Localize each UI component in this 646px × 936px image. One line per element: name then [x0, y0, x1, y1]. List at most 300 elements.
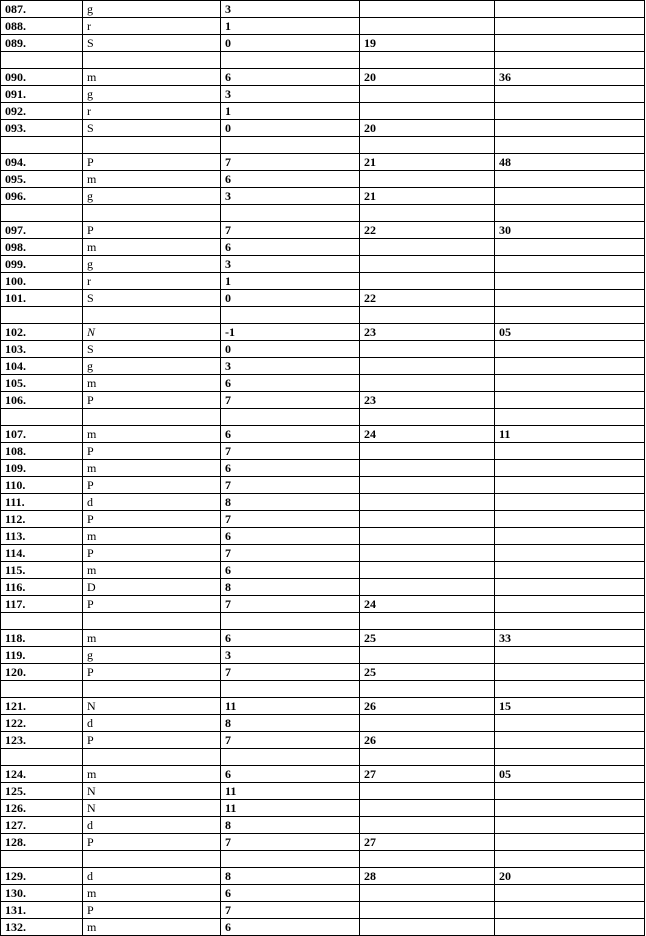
row-number-cell: 118.: [1, 630, 83, 647]
row-number-cell: 114.: [1, 545, 83, 562]
value-cell: 8: [221, 715, 360, 732]
value-cell: 11: [221, 698, 360, 715]
total-cell: [495, 273, 645, 290]
row-number-cell: 087.: [1, 1, 83, 18]
group-cell: [360, 1, 495, 18]
group-cell: [360, 817, 495, 834]
note-letter-cell: [83, 681, 221, 698]
table-row: [1, 69, 645, 86]
table-row: [1, 18, 645, 35]
row-number-cell: [1, 749, 83, 766]
note-letter-cell: [83, 409, 221, 426]
note-letter-cell: g: [83, 1, 221, 18]
total-cell: [495, 851, 645, 868]
total-cell: [495, 477, 645, 494]
value-cell: 6: [221, 426, 360, 443]
group-cell: [360, 715, 495, 732]
note-letter-cell: P: [83, 834, 221, 851]
total-cell: [495, 817, 645, 834]
table-row: [1, 783, 645, 800]
note-letter-cell: m: [83, 171, 221, 188]
table-row: [1, 630, 645, 647]
table-row: [1, 358, 645, 375]
note-letter-cell: S: [83, 35, 221, 52]
spacer-row: [1, 681, 645, 698]
note-letter-cell: m: [83, 630, 221, 647]
table-row: [1, 239, 645, 256]
group-cell: [360, 681, 495, 698]
total-cell: [495, 137, 645, 154]
value-cell: [221, 409, 360, 426]
value-cell: 1: [221, 103, 360, 120]
value-cell: 3: [221, 647, 360, 664]
value-cell: 0: [221, 290, 360, 307]
group-cell: [360, 443, 495, 460]
table-row: [1, 273, 645, 290]
row-number-cell: 089.: [1, 35, 83, 52]
value-cell: 6: [221, 562, 360, 579]
total-cell: 30: [495, 222, 645, 239]
note-letter-cell: m: [83, 426, 221, 443]
note-letter-cell: m: [83, 528, 221, 545]
total-cell: 11: [495, 426, 645, 443]
row-number-cell: 094.: [1, 154, 83, 171]
note-letter-cell: [83, 613, 221, 630]
note-letter-cell: [83, 52, 221, 69]
total-cell: [495, 256, 645, 273]
row-number-cell: [1, 409, 83, 426]
group-cell: 22: [360, 290, 495, 307]
value-cell: 0: [221, 341, 360, 358]
value-cell: [221, 613, 360, 630]
table-row: [1, 562, 645, 579]
group-cell: [360, 409, 495, 426]
note-letter-cell: m: [83, 69, 221, 86]
value-cell: 6: [221, 171, 360, 188]
value-cell: 7: [221, 545, 360, 562]
note-letter-cell: [83, 307, 221, 324]
row-number-cell: 101.: [1, 290, 83, 307]
total-cell: [495, 171, 645, 188]
table-row: [1, 86, 645, 103]
spacer-row: [1, 409, 645, 426]
note-letter-cell: P: [83, 511, 221, 528]
row-number-cell: 121.: [1, 698, 83, 715]
row-number-cell: 109.: [1, 460, 83, 477]
spacer-row: [1, 205, 645, 222]
total-cell: [495, 52, 645, 69]
table-row: [1, 817, 645, 834]
total-cell: [495, 239, 645, 256]
row-number-cell: 093.: [1, 120, 83, 137]
row-number-cell: 129.: [1, 868, 83, 885]
table-row: [1, 477, 645, 494]
value-cell: 8: [221, 817, 360, 834]
value-cell: 6: [221, 885, 360, 902]
note-letter-cell: P: [83, 902, 221, 919]
table-row: [1, 528, 645, 545]
note-letter-cell: S: [83, 120, 221, 137]
value-cell: 8: [221, 494, 360, 511]
value-cell: [221, 681, 360, 698]
row-number-cell: 108.: [1, 443, 83, 460]
value-cell: 0: [221, 35, 360, 52]
group-cell: [360, 562, 495, 579]
total-cell: [495, 205, 645, 222]
note-letter-cell: m: [83, 460, 221, 477]
row-number-cell: 090.: [1, 69, 83, 86]
total-cell: [495, 188, 645, 205]
group-cell: [360, 171, 495, 188]
note-letter-cell: P: [83, 732, 221, 749]
table-row: [1, 494, 645, 511]
table-row: [1, 256, 645, 273]
group-cell: [360, 256, 495, 273]
table-row: [1, 188, 645, 205]
table-row: [1, 834, 645, 851]
value-cell: 6: [221, 528, 360, 545]
value-cell: 7: [221, 222, 360, 239]
total-cell: [495, 545, 645, 562]
row-number-cell: 096.: [1, 188, 83, 205]
total-cell: 20: [495, 868, 645, 885]
value-cell: 7: [221, 834, 360, 851]
group-cell: 25: [360, 664, 495, 681]
group-cell: [360, 902, 495, 919]
group-cell: [360, 647, 495, 664]
total-cell: [495, 290, 645, 307]
note-letter-cell: P: [83, 443, 221, 460]
row-number-cell: 099.: [1, 256, 83, 273]
table-row: [1, 290, 645, 307]
table-row: [1, 715, 645, 732]
group-cell: [360, 749, 495, 766]
value-cell: [221, 851, 360, 868]
group-cell: [360, 358, 495, 375]
total-cell: [495, 392, 645, 409]
row-number-cell: 132.: [1, 919, 83, 936]
group-cell: 23: [360, 392, 495, 409]
group-cell: [360, 545, 495, 562]
row-number-cell: 111.: [1, 494, 83, 511]
row-number-cell: 113.: [1, 528, 83, 545]
row-number-cell: 123.: [1, 732, 83, 749]
row-number-cell: [1, 307, 83, 324]
total-cell: [495, 35, 645, 52]
note-letter-cell: N: [83, 783, 221, 800]
note-letter-cell: [83, 137, 221, 154]
note-letter-cell: m: [83, 239, 221, 256]
table-row: [1, 868, 645, 885]
row-number-cell: 117.: [1, 596, 83, 613]
spacer-row: [1, 851, 645, 868]
total-cell: 05: [495, 324, 645, 341]
total-cell: [495, 375, 645, 392]
group-cell: [360, 511, 495, 528]
value-cell: 8: [221, 868, 360, 885]
total-cell: 33: [495, 630, 645, 647]
note-letter-cell: g: [83, 86, 221, 103]
total-cell: [495, 528, 645, 545]
row-number-cell: 098.: [1, 239, 83, 256]
group-cell: 24: [360, 426, 495, 443]
total-cell: [495, 1, 645, 18]
note-letter-cell: P: [83, 477, 221, 494]
note-letter-cell: r: [83, 103, 221, 120]
row-number-cell: 120.: [1, 664, 83, 681]
note-letter-cell: r: [83, 273, 221, 290]
row-number-cell: 124.: [1, 766, 83, 783]
group-cell: [360, 460, 495, 477]
row-number-cell: [1, 613, 83, 630]
group-cell: 20: [360, 120, 495, 137]
table-row: [1, 222, 645, 239]
group-cell: [360, 528, 495, 545]
row-number-cell: 092.: [1, 103, 83, 120]
table-row: [1, 460, 645, 477]
spacer-row: [1, 52, 645, 69]
note-letter-cell: d: [83, 817, 221, 834]
row-number-cell: 107.: [1, 426, 83, 443]
spacer-row: [1, 307, 645, 324]
value-cell: 7: [221, 154, 360, 171]
row-number-cell: 110.: [1, 477, 83, 494]
group-cell: 24: [360, 596, 495, 613]
value-cell: 7: [221, 392, 360, 409]
row-number-cell: 105.: [1, 375, 83, 392]
row-number-cell: [1, 205, 83, 222]
note-letter-cell: d: [83, 715, 221, 732]
value-cell: 3: [221, 256, 360, 273]
note-letter-cell: P: [83, 222, 221, 239]
table-row: [1, 732, 645, 749]
group-cell: [360, 239, 495, 256]
group-cell: 21: [360, 188, 495, 205]
value-cell: -1: [221, 324, 360, 341]
total-cell: [495, 358, 645, 375]
total-cell: [495, 749, 645, 766]
row-number-cell: 106.: [1, 392, 83, 409]
value-cell: 3: [221, 86, 360, 103]
note-letter-cell: d: [83, 494, 221, 511]
group-cell: 26: [360, 698, 495, 715]
note-letter-cell: [83, 205, 221, 222]
value-cell: 7: [221, 664, 360, 681]
row-number-cell: 127.: [1, 817, 83, 834]
value-cell: 7: [221, 511, 360, 528]
value-cell: 11: [221, 783, 360, 800]
row-number-cell: 126.: [1, 800, 83, 817]
table-row: [1, 375, 645, 392]
spacer-row: [1, 137, 645, 154]
value-cell: 6: [221, 239, 360, 256]
spacer-row: [1, 613, 645, 630]
total-cell: [495, 460, 645, 477]
note-letter-cell: m: [83, 885, 221, 902]
value-cell: 7: [221, 902, 360, 919]
total-cell: [495, 86, 645, 103]
total-cell: 48: [495, 154, 645, 171]
table-row: [1, 766, 645, 783]
group-cell: 26: [360, 732, 495, 749]
value-cell: 11: [221, 800, 360, 817]
table-row: [1, 596, 645, 613]
note-letter-cell: r: [83, 18, 221, 35]
group-cell: [360, 885, 495, 902]
total-cell: [495, 664, 645, 681]
note-letter-cell: P: [83, 596, 221, 613]
value-cell: 3: [221, 358, 360, 375]
value-cell: 6: [221, 69, 360, 86]
table-row: [1, 171, 645, 188]
row-number-cell: 088.: [1, 18, 83, 35]
table-row: [1, 885, 645, 902]
value-cell: [221, 307, 360, 324]
total-cell: 05: [495, 766, 645, 783]
note-letter-cell: P: [83, 154, 221, 171]
spacer-row: [1, 749, 645, 766]
total-cell: [495, 18, 645, 35]
row-number-cell: [1, 851, 83, 868]
note-letter-cell: S: [83, 341, 221, 358]
row-number-cell: 130.: [1, 885, 83, 902]
value-cell: 6: [221, 919, 360, 936]
group-cell: [360, 137, 495, 154]
table-row: [1, 154, 645, 171]
group-cell: 27: [360, 834, 495, 851]
value-cell: 6: [221, 766, 360, 783]
total-cell: [495, 120, 645, 137]
total-cell: [495, 103, 645, 120]
table-row: [1, 647, 645, 664]
table-row: [1, 698, 645, 715]
note-letter-cell: P: [83, 664, 221, 681]
row-number-cell: 104.: [1, 358, 83, 375]
row-number-cell: [1, 52, 83, 69]
total-cell: 15: [495, 698, 645, 715]
group-cell: [360, 579, 495, 596]
group-cell: 21: [360, 154, 495, 171]
row-number-cell: 102.: [1, 324, 83, 341]
note-letter-cell: m: [83, 562, 221, 579]
value-cell: 0: [221, 120, 360, 137]
total-cell: [495, 596, 645, 613]
value-cell: 8: [221, 579, 360, 596]
row-number-cell: 131.: [1, 902, 83, 919]
table-row: [1, 1, 645, 18]
value-cell: [221, 205, 360, 222]
total-cell: [495, 834, 645, 851]
table-body: [1, 1, 645, 936]
value-cell: 7: [221, 477, 360, 494]
total-cell: [495, 732, 645, 749]
total-cell: [495, 307, 645, 324]
group-cell: [360, 851, 495, 868]
row-number-cell: 103.: [1, 341, 83, 358]
total-cell: [495, 613, 645, 630]
table-row: [1, 800, 645, 817]
total-cell: [495, 511, 645, 528]
value-cell: 7: [221, 443, 360, 460]
value-cell: 3: [221, 1, 360, 18]
group-cell: [360, 341, 495, 358]
row-number-cell: 095.: [1, 171, 83, 188]
total-cell: [495, 409, 645, 426]
note-letter-cell: m: [83, 919, 221, 936]
table-row: [1, 426, 645, 443]
note-letter-cell: [83, 749, 221, 766]
note-letter-cell: m: [83, 766, 221, 783]
total-cell: [495, 681, 645, 698]
total-cell: [495, 341, 645, 358]
group-cell: 27: [360, 766, 495, 783]
table-row: [1, 511, 645, 528]
table-row: [1, 443, 645, 460]
note-letter-cell: N: [83, 800, 221, 817]
total-cell: [495, 443, 645, 460]
total-cell: [495, 715, 645, 732]
note-letter-cell: g: [83, 256, 221, 273]
group-cell: [360, 18, 495, 35]
value-cell: 3: [221, 188, 360, 205]
group-cell: [360, 375, 495, 392]
value-cell: 6: [221, 630, 360, 647]
value-cell: [221, 52, 360, 69]
value-cell: 7: [221, 596, 360, 613]
row-number-cell: [1, 681, 83, 698]
group-cell: [360, 205, 495, 222]
row-number-cell: 128.: [1, 834, 83, 851]
value-cell: 1: [221, 273, 360, 290]
table-row: [1, 579, 645, 596]
group-cell: 22: [360, 222, 495, 239]
group-cell: 20: [360, 69, 495, 86]
group-cell: [360, 613, 495, 630]
note-letter-cell: N: [83, 324, 221, 341]
note-letter-cell: P: [83, 545, 221, 562]
row-number-cell: 097.: [1, 222, 83, 239]
group-cell: [360, 307, 495, 324]
total-cell: [495, 562, 645, 579]
group-cell: [360, 783, 495, 800]
row-number-cell: 122.: [1, 715, 83, 732]
total-cell: [495, 579, 645, 596]
group-cell: [360, 477, 495, 494]
value-cell: 6: [221, 460, 360, 477]
group-cell: [360, 52, 495, 69]
table-row: [1, 392, 645, 409]
group-cell: 23: [360, 324, 495, 341]
note-letter-cell: N: [83, 698, 221, 715]
note-letter-cell: D: [83, 579, 221, 596]
value-cell: [221, 137, 360, 154]
note-letter-cell: g: [83, 188, 221, 205]
note-letter-cell: g: [83, 358, 221, 375]
total-cell: [495, 647, 645, 664]
row-number-cell: [1, 137, 83, 154]
total-cell: [495, 885, 645, 902]
row-number-cell: 116.: [1, 579, 83, 596]
total-cell: 36: [495, 69, 645, 86]
group-cell: [360, 800, 495, 817]
group-cell: [360, 273, 495, 290]
table-row: [1, 664, 645, 681]
group-cell: 28: [360, 868, 495, 885]
group-cell: 25: [360, 630, 495, 647]
value-cell: 6: [221, 375, 360, 392]
table-row: [1, 103, 645, 120]
row-number-cell: 115.: [1, 562, 83, 579]
